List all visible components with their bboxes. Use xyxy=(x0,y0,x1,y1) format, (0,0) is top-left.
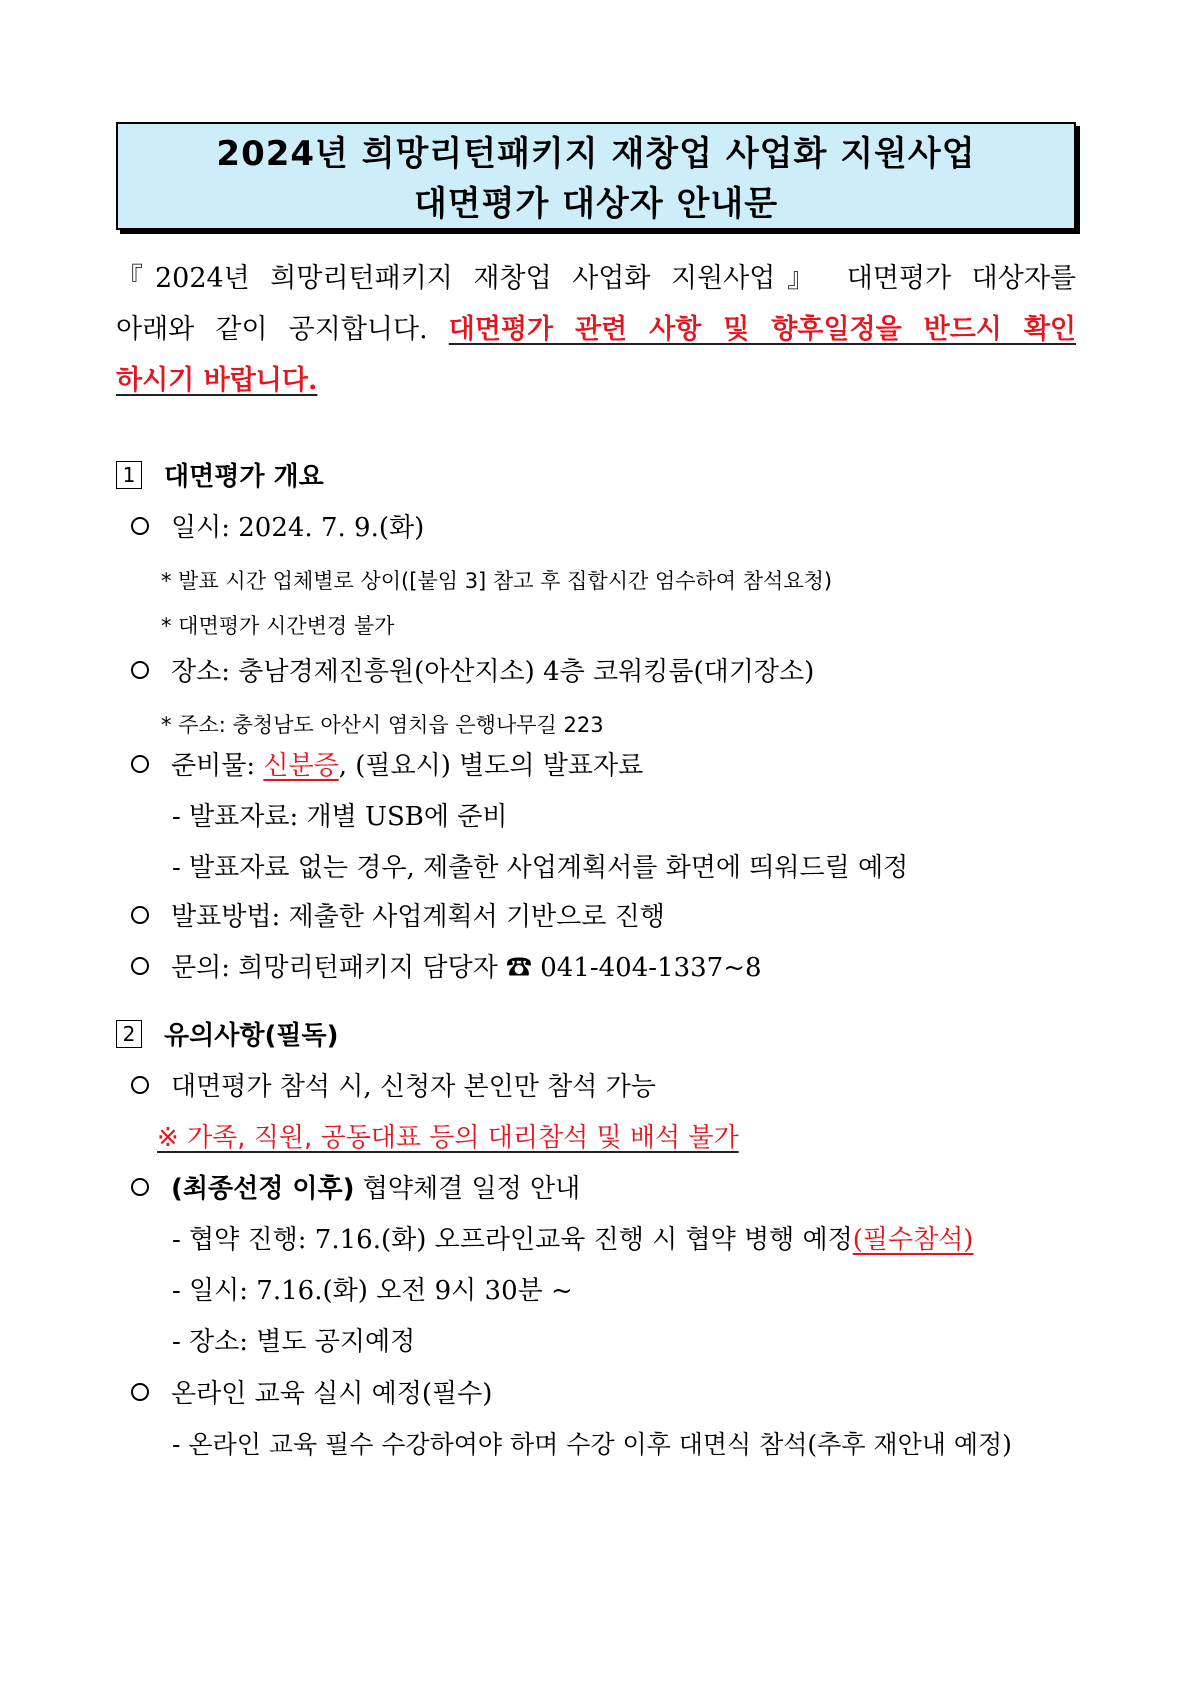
circle-bullet-icon xyxy=(131,517,149,535)
s2-attend: 대면평가 참석 시, 신청자 본인만 참석 가능 xyxy=(171,1072,656,1102)
s2-online-item xyxy=(131,1377,492,1411)
s1-prep-sub-1: - 발표자료: 개별 USB에 준비 xyxy=(172,802,508,832)
section2-title: 유의사항(필독) xyxy=(164,1021,339,1051)
s1-contact-item xyxy=(131,951,762,985)
s1-contact: 문의: 희망리턴패키지 담당자 ☎ 041-404-1337~8 xyxy=(171,953,762,983)
circle-bullet-icon xyxy=(131,1076,149,1094)
intro-line-3 xyxy=(116,363,1076,399)
circle-bullet-icon xyxy=(131,1383,149,1401)
circle-bullet-icon xyxy=(131,661,149,679)
intro-highlight: 대면평가 관련 사항 및 향후일정을 반드시 확인 xyxy=(448,314,1076,345)
s1-prep-id: 신분증 xyxy=(263,751,339,781)
s2-attend-item xyxy=(131,1070,656,1104)
circle-bullet-icon xyxy=(131,906,149,924)
circle-bullet-icon xyxy=(131,1178,149,1196)
s2-online-sub-1: - 온라인 교육 필수 수강하여야 하며 수강 이후 대면식 참석(추후 재안내 예정) xyxy=(172,1430,1012,1459)
s2-contract-sub-3: - 장소: 별도 공지예정 xyxy=(172,1327,416,1357)
s1-note-1: * 발표 시간 업체별로 상이([붙임 3] 참고 후 집합시간 엄수하여 참석요청) xyxy=(161,569,833,593)
s1-prep-item xyxy=(131,749,643,783)
s2-contract-sub-2: - 일시: 7.16.(화) 오전 9시 30분 ~ xyxy=(172,1276,573,1306)
s2-warning: ※ 가족, 직원, 공동대표 등의 대리참석 및 배석 불가 xyxy=(157,1123,739,1153)
s1-place-item xyxy=(131,655,814,689)
s2-contract-sub-1 xyxy=(172,1223,973,1257)
circle-bullet-icon xyxy=(131,957,149,975)
s1-prep-label: 준비물: xyxy=(171,751,264,781)
section2-heading xyxy=(116,1019,338,1053)
s1-note-2: * 대면평가 시간변경 불가 xyxy=(161,614,395,638)
s1-date-item xyxy=(131,511,424,545)
intro-line-2 xyxy=(116,312,1076,348)
section1-number: 1 xyxy=(116,461,142,489)
s2-contract-sub-1-text: - 협약 진행: 7.16.(화) 오프라인교육 진행 시 협약 병행 예정 xyxy=(172,1225,853,1255)
s1-prep-rest: , (필요시) 별도의 발표자료 xyxy=(338,751,644,781)
intro-line-2-plain: 아래와 같이 공지합니다. xyxy=(116,314,449,345)
section1-title: 대면평가 개요 xyxy=(164,462,324,492)
s1-date: 일시: 2024. 7. 9.(화) xyxy=(171,513,425,543)
s1-place: 장소: 충남경제진흥원(아산지소) 4층 코워킹룸(대기장소) xyxy=(171,657,815,687)
s1-address: * 주소: 충청남도 아산시 염치읍 은행나무길 223 xyxy=(161,713,604,737)
title-box xyxy=(116,122,1076,230)
s2-contract-rest: 협약체결 일정 안내 xyxy=(354,1174,581,1204)
title-line-2: 대면평가 대상자 안내문 xyxy=(413,184,779,224)
title-line-1: 2024년 희망리턴패키지 재창업 사업화 지원사업 xyxy=(216,134,976,174)
s2-contract-item xyxy=(131,1172,580,1206)
circle-bullet-icon xyxy=(131,755,149,773)
s2-contract-bold: (최종선정 이후) xyxy=(171,1174,355,1204)
s1-prep-sub-2: - 발표자료 없는 경우, 제출한 사업계획서를 화면에 띄워드릴 예정 xyxy=(172,853,909,883)
section2-number: 2 xyxy=(116,1020,142,1048)
s2-online: 온라인 교육 실시 예정(필수) xyxy=(171,1379,493,1409)
s2-contract-sub-1-required: (필수참석) xyxy=(852,1225,974,1255)
intro-line-1: 『2024년 희망리턴패키지 재창업 사업화 지원사업』 대면평가 대상자를 xyxy=(116,263,1076,294)
s1-method-item xyxy=(131,900,665,934)
intro-highlight-cont: 하시기 바랍니다. xyxy=(116,365,318,396)
section1-heading xyxy=(116,460,324,494)
s1-method: 발표방법: 제출한 사업계획서 기반으로 진행 xyxy=(171,902,665,932)
